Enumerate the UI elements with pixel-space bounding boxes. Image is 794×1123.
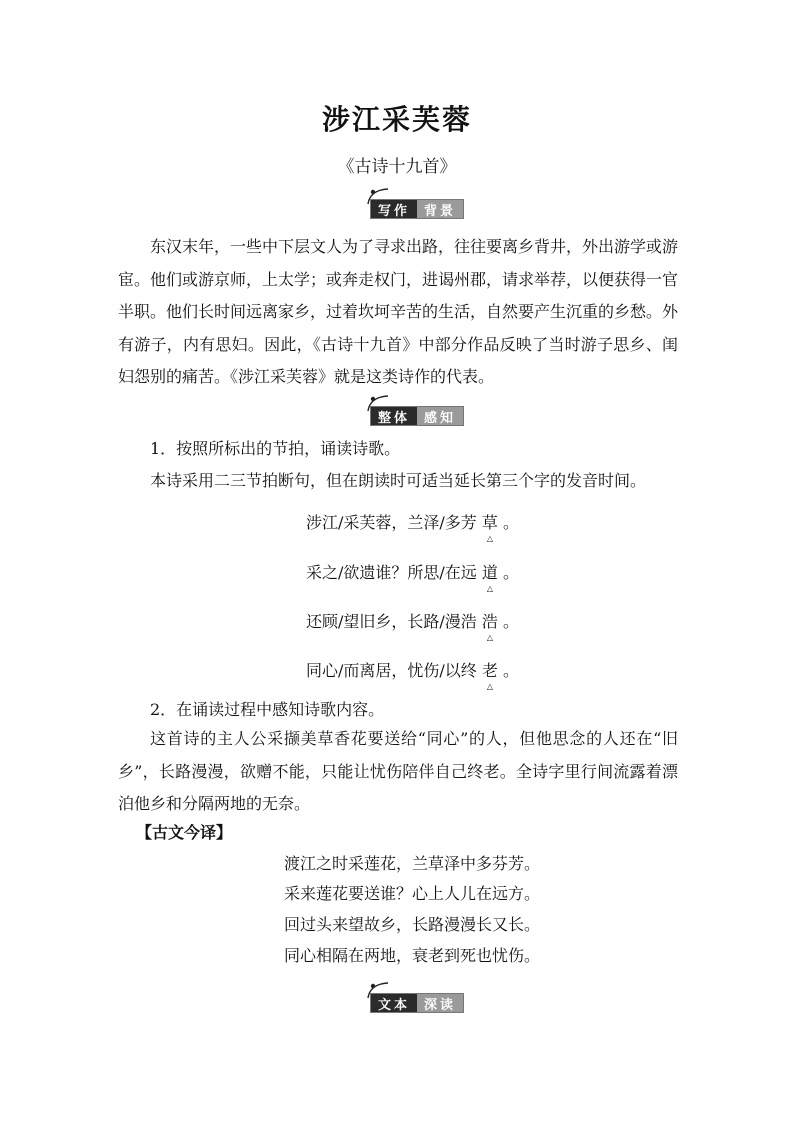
poem-line-text: 采之/欲遗谁？所思/在远 [306, 563, 477, 582]
poem-line [306, 560, 519, 583]
task1-note: 本诗采用二三节拍断句，但在朗读时可适当延长第三个字的发音时间。 [150, 471, 647, 490]
translation-line: 同心相隔在两地，衰老到死也忧伤。 [284, 946, 541, 965]
section-label-a: 文本 [371, 994, 417, 1012]
section-label-b: 感知 [417, 407, 463, 425]
poem-line-end: 。 [503, 661, 520, 680]
section-label-b: 背景 [417, 200, 463, 218]
poem-line-end: 。 [503, 563, 520, 582]
task2-paragraph: 这首诗的主人公采撷美草香花要送给“同心”的人，但他思念的人还在“旧乡”，长路漫漫，欲赠不能，只能让忧伤陪伴自己终老。全诗字里行间流露着漂泊他乡和分隔两地的无奈。 [118, 729, 678, 813]
poem-source: 《古诗十九首》 [337, 157, 457, 177]
task2-heading: 2．在诵读过程中感知诗歌内容。 [150, 700, 385, 719]
emphasized-char: 道 △ [482, 560, 498, 583]
page-title: 涉江采芙蓉 [321, 103, 472, 136]
section-label-b: 深读 [417, 994, 463, 1012]
poem-line-text: 还顾/望旧乡，长路/漫浩 [306, 612, 477, 631]
emphasized-char: 浩 △ [482, 609, 498, 632]
translation-line: 渡江之时采莲花，兰草泽中多芬芳。 [284, 854, 541, 873]
task1-heading: 1．按照所标出的节拍，诵读诗歌。 [150, 439, 401, 458]
poem-line [306, 609, 519, 632]
section-header-reading [360, 980, 464, 1014]
poem-line-end: 。 [503, 612, 520, 631]
section-header-overview [360, 393, 464, 427]
poem-line-text: 同心/而离居，忧伤/以终 [306, 661, 477, 680]
background-paragraph: 东汉末年，一些中下层文人为了寻求出路，往往要离乡背井，外出游学或游宦。他们或游京师，上太学；或奔走权门，进谒州郡，请求举荐，以便获得一官半职。他们长时间远离家乡，过着坎坷辛苦的生活，自然要产生沉重的乡愁。外有游子，内有思妇。因此，《古诗十九首》中部分作品反映了当时游子思乡、闺妇怨别的痛苦。《涉江采芙蓉》就是这类诗作的代表。 [118, 237, 679, 386]
translation-line: 回过头来望故乡，长路漫漫长又长。 [284, 915, 541, 934]
emphasized-char: 草 △ [482, 510, 498, 533]
poem-line [306, 510, 519, 533]
section-header-background [360, 186, 464, 220]
poem-line-text: 涉江/采芙蓉，兰泽/多芳 [306, 513, 477, 532]
emphasized-char: 老 △ [482, 658, 498, 681]
translation-tag: 【古文今译】 [136, 823, 233, 842]
poem-line [306, 658, 519, 681]
section-label-a: 整体 [371, 407, 417, 425]
translation-line: 采来莲花要送谁？心上人儿在远方。 [284, 884, 541, 903]
poem-line-end: 。 [503, 513, 520, 532]
section-label-a: 写作 [371, 200, 417, 218]
